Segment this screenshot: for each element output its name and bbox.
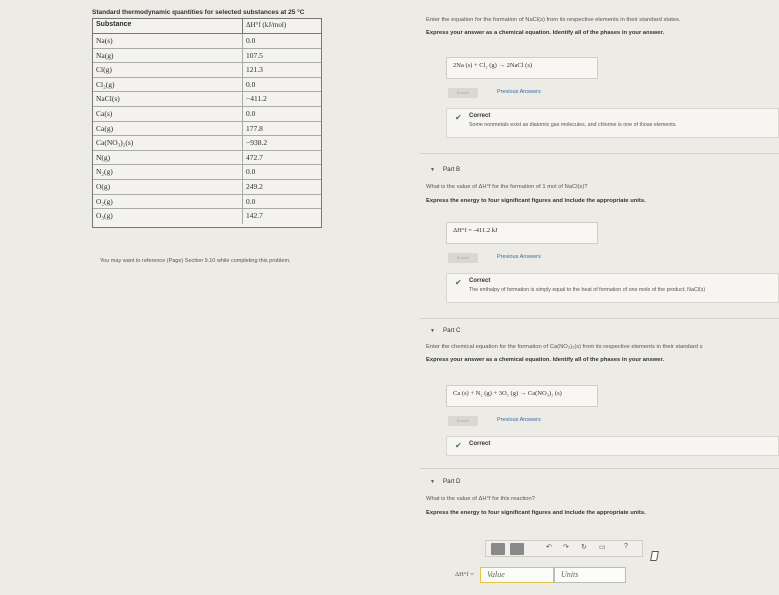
partC-feedback xyxy=(446,436,779,456)
table-row xyxy=(93,209,321,224)
dhf-cell: 0.0 xyxy=(246,79,256,89)
substance-cell: Cl(g) xyxy=(93,63,243,77)
partB-submit-button[interactable]: Submit xyxy=(448,253,478,263)
partD-title: Part D xyxy=(442,478,461,485)
dhf-cell: −411.2 xyxy=(246,94,267,104)
table-row xyxy=(93,92,321,107)
partD-instruction: Express the energy to four significant figures and include the appropriate units. xyxy=(426,510,646,516)
substance-cell: O(g) xyxy=(93,180,243,194)
correct-message: The enthalpy of formation is simply equal to the heat of formation of one mole of the product, NaCl(s) xyxy=(469,287,706,293)
substance-cell: NaCl(s) xyxy=(93,92,243,106)
partD-label: ΔH°f = xyxy=(455,571,474,578)
partD-header[interactable] xyxy=(430,478,461,485)
help-icon[interactable]: ? xyxy=(624,543,628,550)
partC-title: Part C xyxy=(442,327,461,334)
table-title: Standard thermodynamic quantities for selected substances at 25 °C xyxy=(92,9,305,16)
partC-previous-answers-link[interactable]: Previous Answers xyxy=(497,417,541,423)
substance-cell: Ca(s) xyxy=(93,107,243,121)
mouse-cursor-icon xyxy=(650,551,659,561)
reference-note: You may want to reference (Page) Section 9.10 while completing this problem. xyxy=(100,258,291,264)
caret-down-icon: ▼ xyxy=(430,328,435,334)
dhf-cell: 0.0 xyxy=(246,167,256,177)
caret-down-icon: ▼ xyxy=(430,167,435,173)
check-icon: ✔ xyxy=(455,113,462,122)
correct-title: Correct xyxy=(469,113,491,119)
partA-prompt: Enter the equation for the formation of NaCl(s) from its respective elements in their standard states. xyxy=(426,17,681,23)
substance-cell: Na(s) xyxy=(93,34,243,48)
table-row xyxy=(93,165,321,180)
table-row xyxy=(93,63,321,78)
divider xyxy=(420,153,779,154)
table-row xyxy=(93,195,321,210)
question-panel xyxy=(420,0,779,595)
table-row xyxy=(93,151,321,166)
divider xyxy=(420,468,779,469)
partB-title: Part B xyxy=(442,166,461,173)
table-row xyxy=(93,34,321,49)
dhf-cell: 472.7 xyxy=(246,152,263,162)
partC-prompt: Enter the chemical equation for the formation of Ca(NO₃)₂(s) from its respective elements in their standard s xyxy=(426,344,703,350)
caret-down-icon: ▼ xyxy=(430,479,435,485)
value-input[interactable]: Value xyxy=(480,567,554,583)
thermo-table xyxy=(92,18,322,228)
table-row xyxy=(93,136,321,151)
check-icon: ✔ xyxy=(455,278,462,287)
substance-cell: N(g) xyxy=(93,151,243,165)
table-header xyxy=(93,19,321,34)
partB-instruction: Express the energy to four significant figures and include the appropriate units. xyxy=(426,198,646,204)
partB-prompt: What is the value of ΔH°f for the formation of 1 mol of NaCl(s)? xyxy=(426,184,588,190)
math-toolbar xyxy=(485,540,643,557)
substance-cell: O₂(g) xyxy=(93,195,243,209)
partC-submit-button[interactable]: Submit xyxy=(448,416,478,426)
partB-feedback xyxy=(446,273,779,303)
template-icon[interactable] xyxy=(491,543,505,555)
substance-cell: Cl₂(g) xyxy=(93,78,243,92)
substance-cell: O₃(g) xyxy=(93,209,243,224)
redo-icon[interactable]: ↷ xyxy=(563,544,569,551)
partC-answer[interactable]: Ca (s) + N₂ (g) + 3O₂ (g) → Ca(NO₃)₂ (s) xyxy=(446,385,598,407)
dhf-cell: −938.2 xyxy=(246,138,268,148)
partA-feedback xyxy=(446,108,779,138)
units-input[interactable]: Units xyxy=(554,567,626,583)
dhf-cell: 177.8 xyxy=(246,123,263,133)
check-icon: ✔ xyxy=(455,441,462,450)
dhf-cell: 0.0 xyxy=(246,196,256,206)
partB-previous-answers-link[interactable]: Previous Answers xyxy=(497,254,541,260)
partA-submit-button[interactable]: Submit xyxy=(448,88,478,98)
substance-cell: Ca(NO₃)₂(s) xyxy=(93,136,243,150)
dhf-cell: 0.0 xyxy=(246,108,256,118)
table-row xyxy=(93,107,321,122)
partA-previous-answers-link[interactable]: Previous Answers xyxy=(497,89,541,95)
dhf-cell: 121.3 xyxy=(246,65,263,75)
dhf-cell: 0.0 xyxy=(246,36,256,45)
col-dhf: ΔH°f (kJ/mol) xyxy=(246,21,287,29)
col-substance: Substance xyxy=(93,19,243,33)
substance-cell: Ca(g) xyxy=(93,122,243,136)
partC-header[interactable] xyxy=(430,327,461,334)
undo-icon[interactable]: ↶ xyxy=(546,544,552,551)
substance-cell: N₂(g) xyxy=(93,165,243,179)
reset-icon[interactable]: ↻ xyxy=(581,544,587,551)
partB-header[interactable] xyxy=(430,166,460,173)
dhf-cell: 107.5 xyxy=(246,50,263,60)
correct-title: Correct xyxy=(469,278,491,284)
partA-instruction: Express your answer as a chemical equation. Identify all of the phases in your answer. xyxy=(426,30,665,36)
correct-title: Correct xyxy=(469,441,491,447)
dhf-cell: 142.7 xyxy=(246,211,263,221)
partB-answer[interactable]: ΔH°f = -411.2 kJ xyxy=(446,222,598,244)
correct-message: Some nonmetals exist as diatomic gas molecules, and chlorine is one of those elements. xyxy=(469,122,677,128)
substance-cell: Na(g) xyxy=(93,49,243,63)
table-row xyxy=(93,78,321,93)
partC-instruction: Express your answer as a chemical equation. Identify all of the phases in your answer. xyxy=(426,357,665,363)
divider xyxy=(420,318,779,319)
units-template-icon[interactable] xyxy=(510,543,524,555)
partA-answer[interactable]: 2Na (s) + Cl₂ (g) → 2NaCl (s) xyxy=(446,57,598,79)
table-row xyxy=(93,49,321,64)
keyboard-icon[interactable]: ▭ xyxy=(599,544,606,551)
dhf-cell: 249.2 xyxy=(246,181,263,191)
table-row xyxy=(93,180,321,195)
table-row xyxy=(93,122,321,137)
partD-prompt: What is the value of ΔH°f for this reaction? xyxy=(426,496,535,502)
